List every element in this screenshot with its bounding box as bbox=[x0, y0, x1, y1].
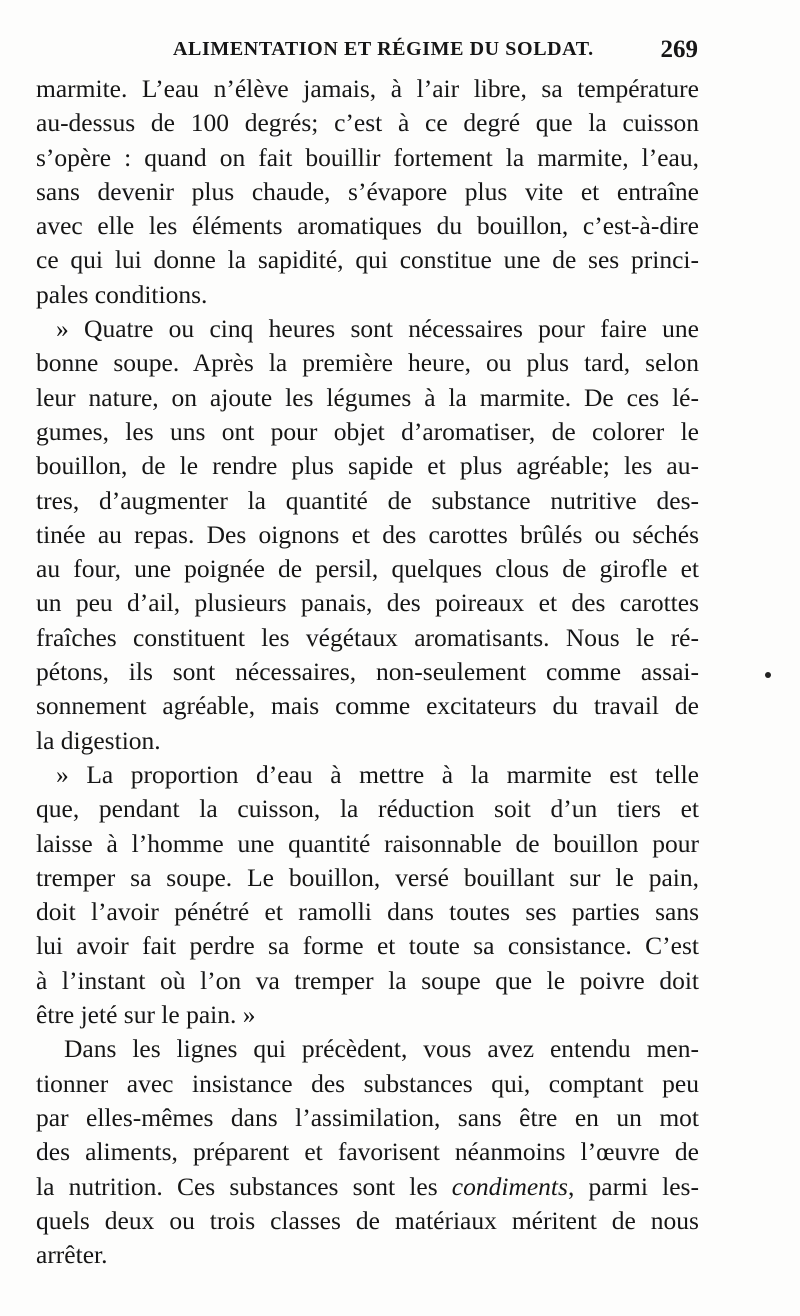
text-line: bonne soupe. Après la première heure, ou plus tard, selon bbox=[36, 348, 699, 378]
text-line: que, pendant la cuisson, la réduction soit d’un tiers et bbox=[36, 794, 699, 824]
body-text bbox=[36, 72, 699, 1272]
text-line: bouillon, de le rendre plus sapide et plus agréable; les au- bbox=[36, 451, 699, 481]
text-line: laisse à l’homme une quantité raisonnable de bouillon pour bbox=[36, 828, 699, 858]
text-line: à l’instant où l’on va tremper la soupe que le poivre doit bbox=[36, 965, 699, 995]
italic-term: condiments bbox=[451, 1171, 568, 1201]
text-line: » La proportion d’eau à mettre à la marmite est telle bbox=[56, 759, 699, 789]
text-line: pales conditions. bbox=[36, 279, 208, 309]
text-line: quels deux ou trois classes de matériaux méritent de nous bbox=[36, 1205, 699, 1235]
text-line: tinée au repas. Des oignons et des carottes brûlés ou séchés bbox=[36, 519, 699, 549]
text-line: un peu d’ail, plusieurs panais, des poireaux et des carottes bbox=[36, 588, 699, 618]
text-line: gumes, les uns ont pour objet d’aromatiser, de colorer le bbox=[36, 416, 699, 446]
page-number: 269 bbox=[660, 36, 698, 63]
text-line: la digestion. bbox=[36, 725, 161, 755]
text-line: arrêter. bbox=[36, 1240, 108, 1270]
text-line: » Quatre ou cinq heures sont nécessaires pour faire une bbox=[56, 314, 699, 344]
text-line: au-dessus de 100 degrés; c’est à ce degré que la cuisson bbox=[36, 108, 699, 138]
text-line: tres, d’augmenter la quantité de substance nutritive des- bbox=[36, 485, 699, 515]
text-line: être jeté sur le pain. » bbox=[36, 1000, 256, 1030]
text-run: , parmi les- bbox=[567, 1171, 699, 1201]
ink-spot bbox=[765, 672, 771, 678]
text-line: sans devenir plus chaude, s’évapore plus vite et entraîne bbox=[36, 176, 699, 206]
text-line: s’opère : quand on fait bouillir fortement la marmite, l’eau, bbox=[36, 142, 699, 172]
text-line: leur nature, on ajoute les légumes à la marmite. De ces lé- bbox=[36, 382, 699, 412]
text-line: pétons, ils sont nécessaires, non-seulement comme assai- bbox=[36, 657, 699, 687]
text-line: par elles-mêmes dans l’assimilation, sans être en un mot bbox=[36, 1102, 699, 1132]
text-line: tionner avec insistance des substances qui, comptant peu bbox=[36, 1068, 699, 1098]
text-line: marmite. L’eau n’élève jamais, à l’air libre, sa température bbox=[36, 74, 699, 103]
text-line: lui avoir fait perdre sa forme et toute sa consistance. C’est bbox=[36, 931, 699, 961]
text-line: doit l’avoir pénétré et ramolli dans toutes ses parties sans bbox=[36, 897, 699, 927]
text-line: sonnement agréable, mais comme excitateurs du travail de bbox=[36, 691, 699, 721]
running-title: ALIMENTATION ET RÉGIME DU SOLDAT. bbox=[173, 38, 594, 60]
text-line bbox=[36, 1170, 699, 1204]
text-line: tremper sa soupe. Le bouillon, versé bouillant sur le pain, bbox=[36, 862, 699, 892]
text-line: Dans les lignes qui précèdent, vous avez entendu men- bbox=[64, 1034, 699, 1064]
text-line: des aliments, préparent et favorisent néanmoins l’œuvre de bbox=[36, 1137, 699, 1167]
text-line: avec elle les éléments aromatiques du bouillon, c’est-à-dire bbox=[36, 211, 699, 241]
text-line: fraîches constituent les végétaux aromatisants. Nous le ré- bbox=[36, 622, 699, 652]
text-run: la nutrition. Ces substances sont les bbox=[36, 1171, 452, 1201]
running-head bbox=[38, 34, 698, 70]
text-line: au four, une poignée de persil, quelques clous de girofle et bbox=[36, 554, 699, 584]
text-line: ce qui lui donne la sapidité, qui constitue une de ses princi- bbox=[36, 245, 699, 275]
